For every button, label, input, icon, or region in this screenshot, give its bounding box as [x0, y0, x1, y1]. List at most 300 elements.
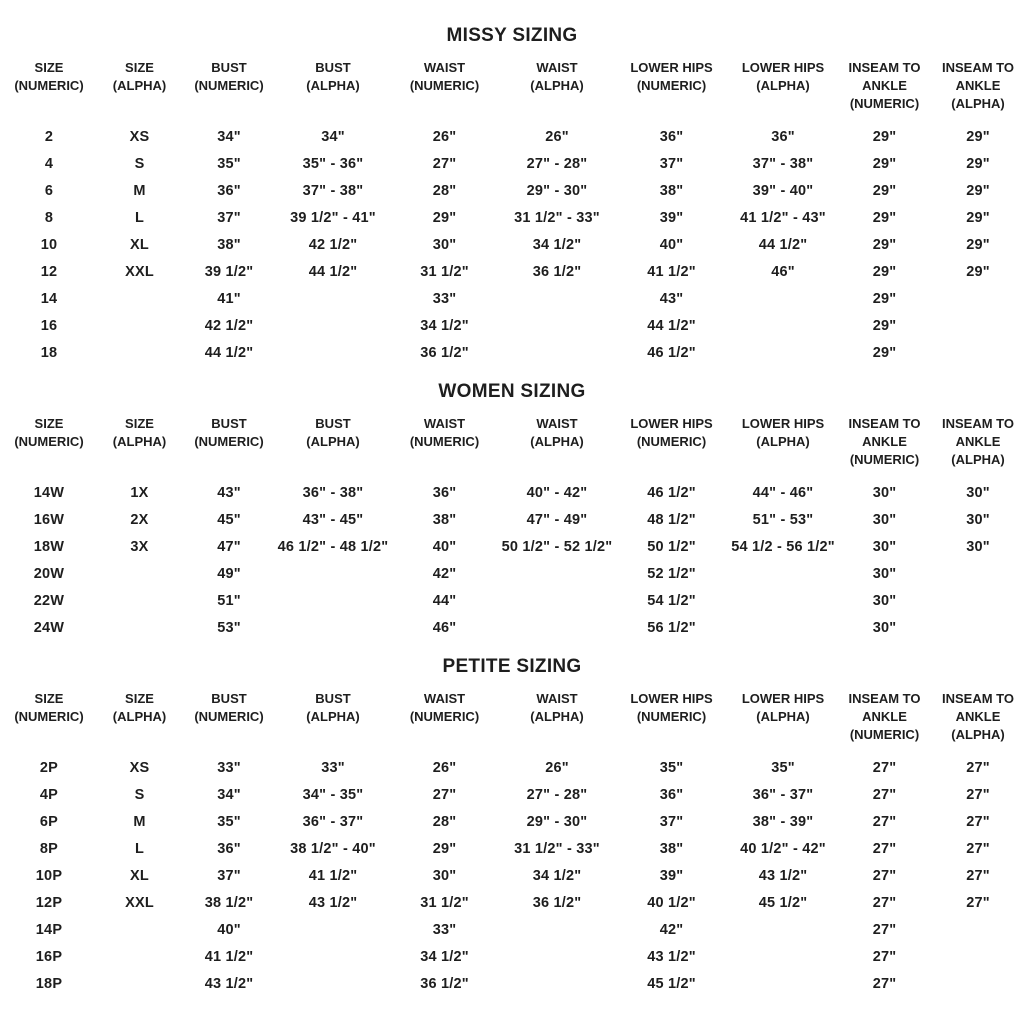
table-cell — [98, 312, 181, 339]
table-cell: 30" — [872, 619, 897, 636]
column-header-label: LOWER HIPS — [630, 60, 713, 75]
table-row — [0, 754, 1024, 781]
table-cell: 34" — [217, 786, 241, 803]
table-cell: 34" — [321, 128, 345, 145]
table-cell: 37" - 38" — [752, 155, 814, 172]
table-cell: 42" — [659, 921, 684, 938]
table-cell: 44 1/2" — [308, 263, 358, 280]
table-row — [0, 231, 1024, 258]
table-cell: 44 1/2" — [204, 344, 254, 361]
table-cell: 31 1/2" - 33" — [514, 840, 600, 857]
table-cell: 42 1/2" — [308, 236, 358, 253]
table-cell — [500, 587, 614, 614]
table-cell: 33" — [321, 759, 345, 776]
table-cell — [729, 587, 837, 614]
table-cell: 45 1/2" — [647, 975, 696, 992]
table-row — [0, 258, 1024, 285]
column-header-label: BUST — [211, 416, 247, 431]
table-cell: S — [134, 786, 145, 803]
table-cell: 29" — [432, 840, 457, 857]
column-header — [98, 415, 181, 469]
column-header-label: WAIST — [536, 416, 578, 431]
table-cell: 37" — [659, 813, 684, 830]
column-header-label: INSEAM TO ANKLE — [848, 416, 921, 449]
table-cell: 27" — [872, 921, 897, 938]
table-cell: 38" — [659, 840, 684, 857]
column-header — [98, 690, 181, 744]
column-header-label: WAIST — [423, 416, 466, 431]
table-cell: 16P — [35, 948, 63, 965]
table-cell: 27" - 28" — [526, 155, 588, 172]
table-cell: 10P — [35, 867, 63, 884]
column-header — [614, 59, 729, 113]
table-cell — [932, 312, 1024, 339]
table-cell: 27" — [872, 840, 897, 857]
column-header-qualifier: (ALPHA) — [112, 434, 167, 449]
table-cell: 27" — [872, 975, 897, 992]
table-cell: 30" — [966, 538, 990, 555]
column-header — [932, 59, 1024, 113]
table-cell — [500, 560, 614, 587]
table-cell: 40" — [217, 921, 241, 938]
column-header — [500, 59, 614, 113]
table-row — [0, 970, 1024, 997]
table-cell: 8 — [44, 209, 54, 226]
column-header-qualifier: (NUMERIC) — [409, 78, 480, 93]
table-cell: 34 1/2" — [532, 236, 582, 253]
column-header-qualifier: (ALPHA) — [112, 78, 167, 93]
table-cell — [277, 560, 389, 587]
column-header-label: LOWER HIPS — [630, 416, 713, 431]
table-cell: 26" — [432, 759, 457, 776]
column-header-qualifier: (NUMERIC) — [636, 709, 707, 724]
table-cell: 22W — [33, 592, 65, 609]
table-cell: 10 — [40, 236, 58, 253]
header-row — [0, 415, 1024, 479]
column-header-qualifier: (NUMERIC) — [194, 78, 264, 93]
column-header-qualifier: (NUMERIC) — [409, 709, 480, 724]
column-header-qualifier: (NUMERIC) — [14, 78, 84, 93]
table-cell — [729, 943, 837, 970]
table-cell: 27" — [966, 813, 990, 830]
table-cell: 29" — [872, 317, 897, 334]
column-header-label: SIZE — [34, 60, 64, 75]
column-header-label: SIZE — [34, 416, 64, 431]
table-cell: 43 1/2" — [308, 894, 358, 911]
table-cell: 37" — [217, 209, 241, 226]
column-header-label: LOWER HIPS — [741, 416, 825, 431]
table-cell: 39" - 40" — [752, 182, 814, 199]
table-cell: 18W — [33, 538, 65, 555]
table-cell — [729, 339, 837, 366]
table-cell: 38" — [432, 511, 457, 528]
table-cell: M — [133, 182, 146, 199]
column-header-label: WAIST — [423, 60, 466, 75]
table-cell: 33" — [217, 759, 241, 776]
column-header-label: SIZE — [125, 60, 154, 75]
column-header — [0, 415, 98, 469]
table-cell: 6P — [39, 813, 59, 830]
table-cell: 36 1/2" — [420, 344, 469, 361]
women-sizing-table — [0, 415, 1024, 641]
table-row — [0, 533, 1024, 560]
column-header-label: WAIST — [423, 691, 466, 706]
table-cell: 29" - 30" — [526, 813, 588, 830]
table-cell: 18 — [40, 344, 58, 361]
table-cell: 35" - 36" — [302, 155, 364, 172]
table-cell: 29" — [872, 263, 897, 280]
table-cell — [277, 339, 389, 366]
column-header-qualifier: (NUMERIC) — [849, 727, 920, 742]
column-header-label: BUST — [211, 691, 247, 706]
table-cell: 54 1/2 - 56 1/2" — [731, 538, 835, 555]
table-cell: 29" — [872, 182, 897, 199]
table-cell: 42 1/2" — [204, 317, 254, 334]
table-row — [0, 808, 1024, 835]
table-cell: S — [134, 155, 145, 172]
table-cell: 29" — [872, 128, 897, 145]
table-cell: 43 1/2" — [647, 948, 696, 965]
table-cell: 40 1/2" - 42" — [740, 840, 826, 857]
table-cell: 36" — [217, 840, 241, 857]
table-cell: 12P — [35, 894, 63, 911]
table-row — [0, 479, 1024, 506]
table-cell: 38 1/2" - 40" — [290, 840, 376, 857]
table-cell: 40" — [659, 236, 684, 253]
table-cell: 28" — [432, 182, 457, 199]
table-cell: 41 1/2" — [647, 263, 696, 280]
table-cell — [277, 312, 389, 339]
column-header — [181, 415, 277, 469]
column-header-label: INSEAM TO ANKLE — [942, 691, 1014, 724]
column-header — [277, 59, 389, 113]
column-header-label: INSEAM TO ANKLE — [942, 60, 1014, 93]
table-cell: 34 1/2" — [532, 867, 582, 884]
table-cell: 46" — [432, 619, 457, 636]
table-cell: 29" - 30" — [526, 182, 588, 199]
table-cell: 33" — [432, 921, 457, 938]
table-cell: 42" — [432, 565, 457, 582]
table-row — [0, 916, 1024, 943]
table-cell: 36" - 37" — [302, 813, 364, 830]
table-cell: 38" — [217, 236, 241, 253]
column-header-label: WAIST — [536, 691, 578, 706]
table-cell: 36 1/2" — [532, 263, 582, 280]
table-cell: 26" — [545, 759, 569, 776]
table-cell — [500, 916, 614, 943]
table-cell — [98, 614, 181, 641]
table-cell: 45 1/2" — [758, 894, 808, 911]
table-cell: 36 1/2" — [420, 975, 469, 992]
table-cell: M — [133, 813, 146, 830]
table-cell: 44 1/2" — [647, 317, 696, 334]
table-cell: 2P — [39, 759, 59, 776]
table-cell: 8P — [39, 840, 59, 857]
table-cell: 14 — [40, 290, 58, 307]
table-cell: 40" - 42" — [526, 484, 588, 501]
table-cell: 38" - 39" — [752, 813, 814, 830]
table-cell: 29" — [872, 209, 897, 226]
table-cell: 34" - 35" — [302, 786, 364, 803]
table-cell: 34" — [217, 128, 241, 145]
table-cell: 30" — [966, 484, 990, 501]
column-header — [181, 59, 277, 113]
column-header — [98, 59, 181, 113]
table-cell: 35" — [217, 155, 241, 172]
table-cell: 4P — [39, 786, 59, 803]
column-header — [0, 690, 98, 744]
table-cell: 51" — [217, 592, 241, 609]
table-cell — [98, 587, 181, 614]
table-cell — [98, 285, 181, 312]
table-cell: 43 1/2" — [204, 975, 254, 992]
table-cell: 39" — [659, 867, 684, 884]
table-cell: 29" — [872, 290, 897, 307]
section-missy-sizing — [0, 24, 1024, 366]
column-header-label: SIZE — [125, 416, 154, 431]
table-cell: 27" — [966, 867, 990, 884]
table-cell: 30" — [872, 484, 897, 501]
column-header-qualifier: (ALPHA) — [756, 78, 810, 93]
table-cell — [729, 916, 837, 943]
table-cell: 36" — [659, 128, 684, 145]
table-cell — [729, 285, 837, 312]
table-cell: 54 1/2" — [647, 592, 696, 609]
table-cell: 29" — [966, 236, 990, 253]
table-cell — [932, 916, 1024, 943]
table-row — [0, 339, 1024, 366]
table-cell — [500, 285, 614, 312]
table-cell: 52 1/2" — [647, 565, 696, 582]
table-cell: 47" — [217, 538, 241, 555]
table-cell: 27" — [966, 759, 990, 776]
table-cell: 29" — [966, 209, 990, 226]
table-cell: 30" — [872, 592, 897, 609]
table-cell — [500, 943, 614, 970]
column-header-label: BUST — [315, 60, 351, 75]
column-header-qualifier: (ALPHA) — [530, 709, 584, 724]
table-cell: 27" — [872, 786, 897, 803]
table-cell: 41 1/2" — [204, 948, 254, 965]
table-cell: 40 1/2" — [647, 894, 696, 911]
table-cell: 47" - 49" — [526, 511, 588, 528]
column-header-qualifier: (ALPHA) — [756, 434, 810, 449]
table-cell — [729, 312, 837, 339]
table-cell: 36" — [217, 182, 241, 199]
table-cell: 41 1/2" - 43" — [740, 209, 826, 226]
table-cell: 29" — [966, 155, 990, 172]
table-cell — [932, 560, 1024, 587]
table-cell: 2X — [130, 511, 149, 528]
column-header-label: LOWER HIPS — [741, 691, 825, 706]
table-row — [0, 204, 1024, 231]
column-header — [277, 415, 389, 469]
table-cell: 43" - 45" — [302, 511, 364, 528]
table-cell: 33" — [432, 290, 457, 307]
column-header-qualifier: (NUMERIC) — [849, 96, 920, 111]
table-cell — [932, 587, 1024, 614]
table-cell: 38 1/2" — [204, 894, 254, 911]
table-cell: 53" — [217, 619, 241, 636]
column-header-label: BUST — [315, 691, 351, 706]
table-cell: 27" — [432, 155, 457, 172]
section-title-petite: PETITE SIZING — [442, 656, 582, 677]
table-cell: 34 1/2" — [420, 317, 469, 334]
table-cell — [932, 614, 1024, 641]
section-women-sizing — [0, 380, 1024, 641]
column-header-qualifier: (NUMERIC) — [849, 452, 920, 467]
table-cell: 27" — [966, 786, 990, 803]
table-cell: 37" — [217, 867, 241, 884]
column-header-qualifier: (ALPHA) — [951, 96, 1005, 111]
section-title-women: WOMEN SIZING — [438, 381, 586, 402]
column-header-label: WAIST — [536, 60, 578, 75]
column-header — [500, 415, 614, 469]
column-header-label: INSEAM TO ANKLE — [848, 691, 921, 724]
column-header-label: BUST — [315, 416, 351, 431]
table-cell: 24W — [33, 619, 65, 636]
column-header — [500, 690, 614, 744]
table-cell: 28" — [432, 813, 457, 830]
table-cell: 46 1/2" — [647, 344, 696, 361]
table-cell — [98, 560, 181, 587]
header-row — [0, 59, 1024, 123]
column-header-qualifier: (ALPHA) — [112, 709, 167, 724]
column-header — [277, 690, 389, 744]
table-cell: 2 — [44, 128, 54, 145]
column-header-label: BUST — [211, 60, 247, 75]
table-cell: XS — [129, 759, 150, 776]
table-cell — [500, 614, 614, 641]
table-cell: 56 1/2" — [647, 619, 696, 636]
column-header-qualifier: (ALPHA) — [306, 709, 360, 724]
column-header — [0, 59, 98, 113]
table-cell — [932, 970, 1024, 997]
table-cell — [277, 943, 389, 970]
table-cell: 38" — [659, 182, 684, 199]
table-cell: 31 1/2" — [420, 263, 469, 280]
table-cell: 3X — [130, 538, 149, 555]
table-cell: 12 — [40, 263, 58, 280]
table-cell: XXL — [125, 894, 154, 911]
table-row — [0, 177, 1024, 204]
table-cell: 29" — [872, 236, 897, 253]
column-header-label: INSEAM TO ANKLE — [848, 60, 921, 93]
column-header-label: LOWER HIPS — [741, 60, 825, 75]
table-cell: 16W — [33, 511, 65, 528]
table-cell: 48 1/2" — [647, 511, 696, 528]
column-header — [932, 415, 1024, 469]
table-cell: 29" — [872, 155, 897, 172]
column-header — [932, 690, 1024, 744]
table-cell: 39" — [659, 209, 684, 226]
column-header — [837, 690, 932, 744]
table-cell — [729, 614, 837, 641]
table-cell: 27" — [966, 840, 990, 857]
table-cell — [932, 285, 1024, 312]
table-cell: 43 1/2" — [758, 867, 808, 884]
table-cell — [932, 339, 1024, 366]
table-row — [0, 123, 1024, 150]
table-cell: 14W — [33, 484, 65, 501]
table-cell: 30" — [432, 867, 457, 884]
column-header-qualifier: (NUMERIC) — [194, 709, 264, 724]
table-cell: 36" - 38" — [302, 484, 364, 501]
table-cell: 35" — [659, 759, 684, 776]
column-header-qualifier: (ALPHA) — [530, 78, 584, 93]
column-header — [837, 59, 932, 113]
table-cell: 37" - 38" — [302, 182, 364, 199]
table-row — [0, 781, 1024, 808]
table-cell: 36" — [771, 128, 795, 145]
table-cell: 46 1/2" - 48 1/2" — [277, 538, 389, 555]
column-header — [389, 59, 500, 113]
table-cell: XL — [130, 867, 149, 884]
table-cell: 29" — [966, 263, 990, 280]
table-cell: 29" — [872, 344, 897, 361]
table-cell: L — [134, 209, 145, 226]
table-cell — [98, 970, 181, 997]
column-header — [181, 690, 277, 744]
column-header — [614, 415, 729, 469]
column-header — [614, 690, 729, 744]
table-cell: 35" — [771, 759, 795, 776]
table-cell: XL — [130, 236, 149, 253]
table-cell — [277, 916, 389, 943]
table-cell: 36" - 37" — [752, 786, 814, 803]
table-cell — [500, 970, 614, 997]
column-header-label: SIZE — [125, 691, 154, 706]
table-cell — [277, 587, 389, 614]
table-cell: 35" — [217, 813, 241, 830]
table-row — [0, 587, 1024, 614]
table-row — [0, 835, 1024, 862]
missy-sizing-table — [0, 59, 1024, 366]
table-cell — [277, 614, 389, 641]
table-cell — [98, 916, 181, 943]
column-header-qualifier: (ALPHA) — [951, 452, 1005, 467]
table-cell: 49" — [217, 565, 241, 582]
table-cell: 26" — [545, 128, 569, 145]
table-cell: 43" — [217, 484, 241, 501]
column-header-qualifier: (NUMERIC) — [636, 78, 707, 93]
table-cell — [729, 560, 837, 587]
table-cell: 29" — [432, 209, 457, 226]
table-cell: 18P — [35, 975, 63, 992]
table-cell — [932, 943, 1024, 970]
table-cell: 40" — [432, 538, 457, 555]
table-cell: 26" — [432, 128, 457, 145]
table-cell: 30" — [872, 565, 897, 582]
table-cell: XS — [129, 128, 150, 145]
table-row — [0, 150, 1024, 177]
table-cell: 44" - 46" — [752, 484, 814, 501]
table-row — [0, 862, 1024, 889]
table-row — [0, 285, 1024, 312]
table-cell: 27" — [872, 948, 897, 965]
table-row — [0, 943, 1024, 970]
table-cell: 41" — [217, 290, 241, 307]
table-cell: 20W — [33, 565, 65, 582]
column-header — [729, 690, 837, 744]
header-row — [0, 690, 1024, 754]
table-cell — [98, 339, 181, 366]
table-cell: 16 — [40, 317, 58, 334]
table-cell — [277, 285, 389, 312]
table-cell: 30" — [966, 511, 990, 528]
table-cell: 27" — [872, 867, 897, 884]
table-cell: 1X — [130, 484, 149, 501]
